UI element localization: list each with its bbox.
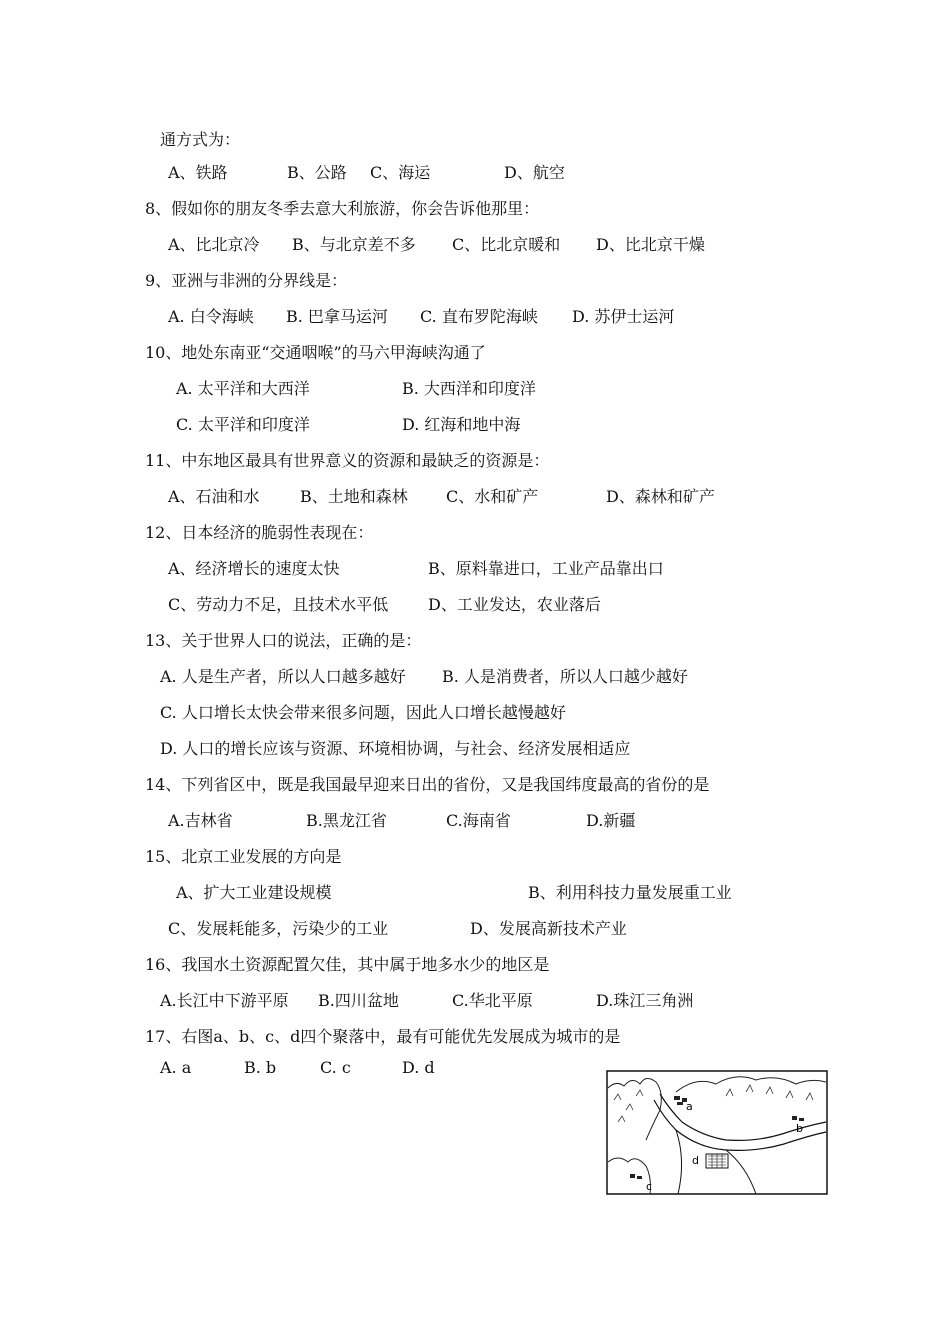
- option-14-c: C.海南省: [446, 811, 511, 830]
- question-12-stem: 12、日本经济的脆弱性表现在：: [145, 523, 374, 542]
- option-7-d: D、航空: [504, 163, 565, 182]
- option-9-c: C. 直布罗陀海峡: [420, 307, 538, 326]
- option-17-a: A. a: [160, 1058, 192, 1077]
- option-14-a: A.吉林省: [168, 811, 233, 830]
- option-14-b: B.黑龙江省: [306, 811, 387, 830]
- option-11-c: C、水和矿产: [446, 487, 539, 506]
- question-17-stem: 17、右图a、b、c、d四个聚落中，最有可能优先发展成为城市的是: [145, 1027, 621, 1046]
- option-15-c: C、发展耗能多，污染少的工业: [168, 919, 389, 938]
- question-11-stem: 11、中东地区最具有世界意义的资源和最缺乏的资源是：: [145, 451, 550, 470]
- option-9-d: D. 苏伊士运河: [572, 307, 675, 326]
- option-10-d: D. 红海和地中海: [402, 415, 521, 434]
- question-10-stem: 10、地处东南亚“交通咽喉”的马六甲海峡沟通了: [145, 343, 486, 362]
- option-13-d: D. 人口的增长应该与资源、环境相协调，与社会、经济发展相适应: [160, 739, 631, 758]
- option-10-a: A. 太平洋和大西洋: [176, 379, 310, 398]
- option-17-c: C. c: [320, 1058, 351, 1077]
- option-15-d: D、发展高新技术产业: [470, 919, 627, 938]
- option-13-a: A. 人是生产者，所以人口越多越好: [160, 667, 406, 686]
- question-14-stem: 14、下列省区中，既是我国最早迎来日出的省份，又是我国纬度最高的省份的是: [145, 775, 710, 794]
- option-7-b: B、公路: [287, 163, 347, 182]
- option-14-d: D.新疆: [586, 811, 636, 830]
- option-10-b: B. 大西洋和印度洋: [402, 379, 536, 398]
- option-12-b: B、原料靠进口，工业产品靠出口: [428, 559, 664, 578]
- map-label-d: d: [692, 1154, 699, 1167]
- option-8-b: B、与北京差不多: [292, 235, 416, 254]
- option-8-a: A、比北京冷: [168, 235, 260, 254]
- option-9-b: B. 巴拿马运河: [286, 307, 388, 326]
- option-10-c: C. 太平洋和印度洋: [176, 415, 310, 434]
- map-label-a: a: [686, 1100, 693, 1113]
- settlement-map: [606, 1070, 828, 1195]
- option-17-b: B. b: [244, 1058, 277, 1077]
- option-16-d: D.珠江三角洲: [596, 991, 694, 1010]
- option-13-c: C. 人口增长太快会带来很多问题，因此人口增长越慢越好: [160, 703, 566, 722]
- question-8-stem: 8、假如你的朋友冬季去意大利旅游，你会告诉他那里：: [145, 199, 540, 218]
- question-13-stem: 13、关于世界人口的说法，正确的是：: [145, 631, 422, 650]
- question-9-stem: 9、亚洲与非洲的分界线是：: [145, 271, 348, 290]
- option-16-b: B.四川盆地: [318, 991, 399, 1010]
- option-13-b: B. 人是消费者，所以人口越少越好: [442, 667, 688, 686]
- option-16-a: A.长江中下游平原: [160, 991, 289, 1010]
- question-16-stem: 16、我国水土资源配置欠佳，其中属于地多水少的地区是: [145, 955, 550, 974]
- option-15-a: A、扩大工业建设规模: [176, 883, 332, 902]
- option-12-c: C、劳动力不足，且技术水平低: [168, 595, 389, 614]
- option-7-c: C、海运: [370, 163, 431, 182]
- option-15-b: B、利用科技力量发展重工业: [528, 883, 732, 902]
- option-12-d: D、工业发达，农业落后: [428, 595, 601, 614]
- option-11-b: B、土地和森林: [300, 487, 408, 506]
- map-label-b: b: [796, 1122, 803, 1135]
- option-8-c: C、比北京暖和: [452, 235, 561, 254]
- option-11-a: A、石油和水: [168, 487, 260, 506]
- option-16-c: C.华北平原: [452, 991, 533, 1010]
- option-12-a: A、经济增长的速度太快: [168, 559, 340, 578]
- map-label-c: c: [646, 1180, 653, 1193]
- option-7-a: A、铁路: [168, 163, 228, 182]
- option-9-a: A. 白令海峡: [168, 307, 254, 326]
- option-11-d: D、森林和矿产: [606, 487, 715, 506]
- question-15-stem: 15、北京工业发展的方向是: [145, 847, 342, 866]
- option-8-d: D、比北京干燥: [596, 235, 705, 254]
- question-7-stem: 通方式为：: [160, 130, 241, 149]
- option-17-d: D. d: [402, 1058, 435, 1077]
